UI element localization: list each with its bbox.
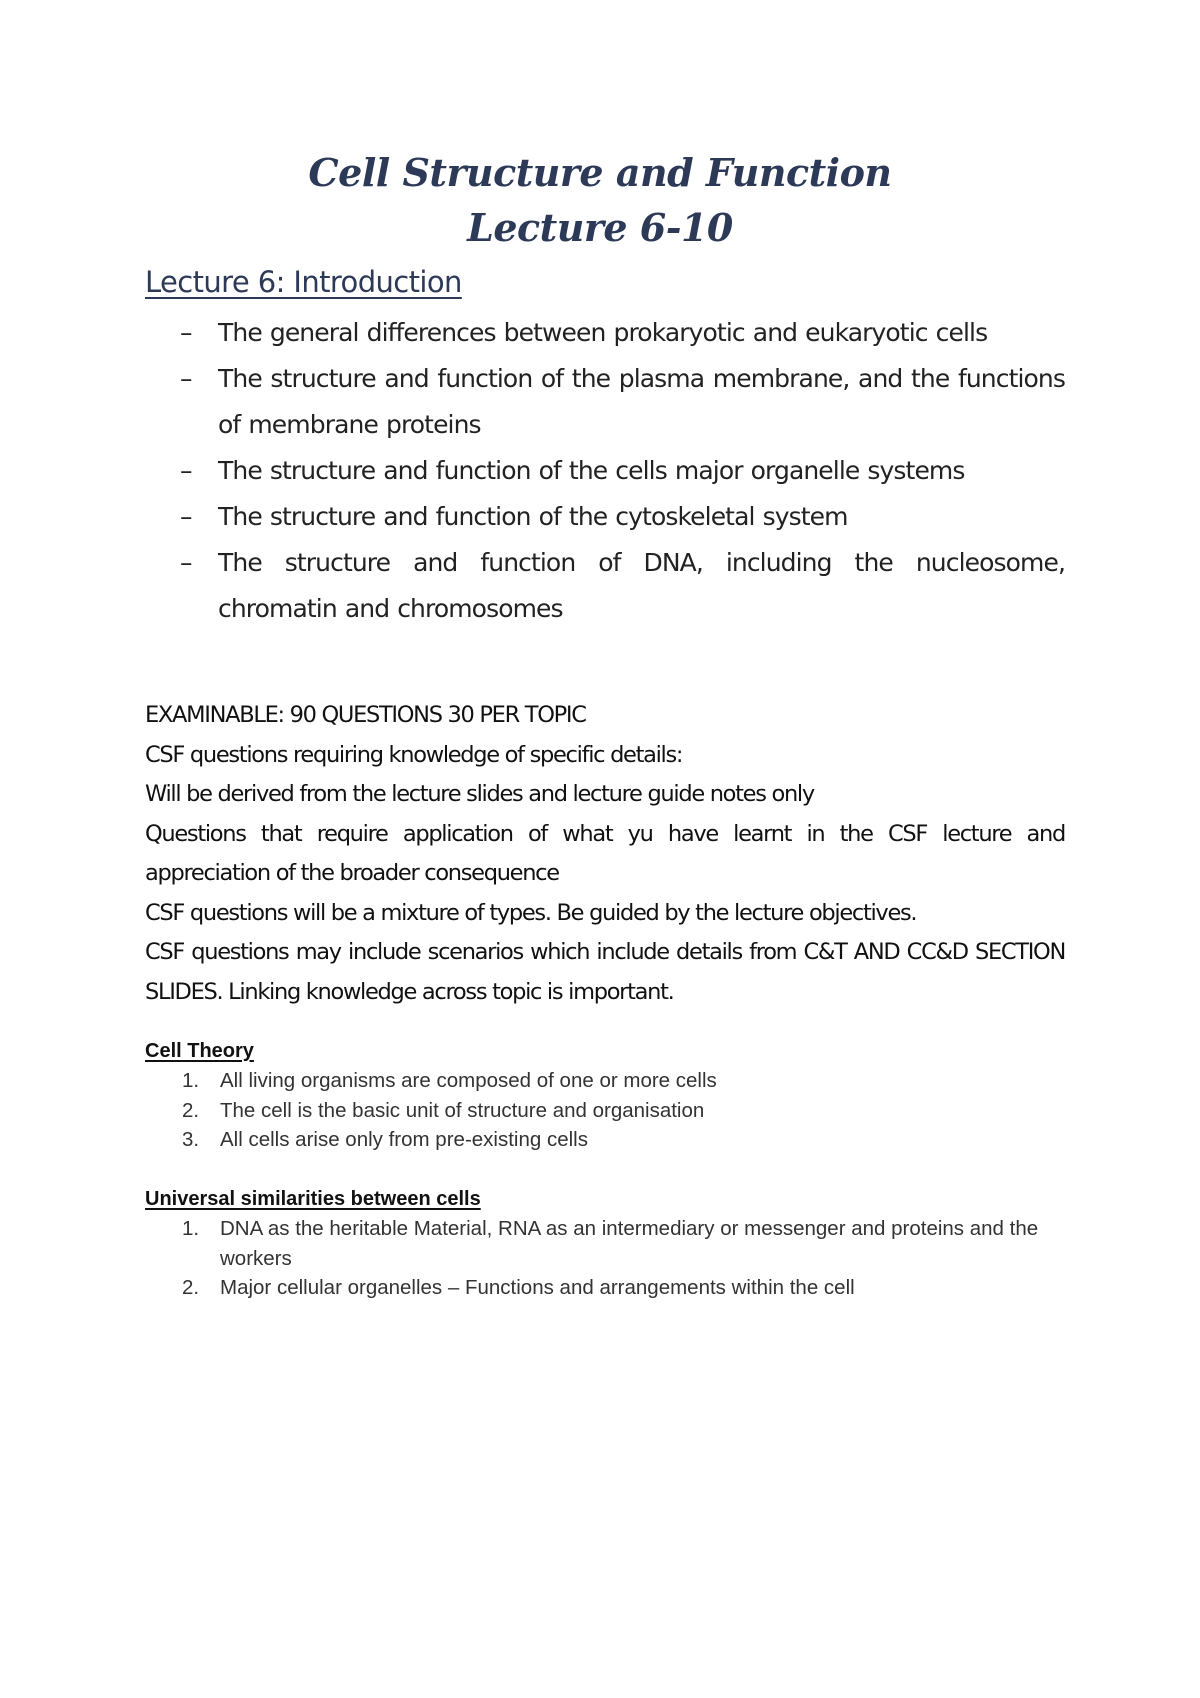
dash-bullet: – xyxy=(180,456,192,485)
objective-text: The structure and function of the plasma membrane, and the functions of membrane proteins xyxy=(218,364,1065,439)
exam-line: CSF questions will be a mixture of types. Be guided by the lecture objectives. xyxy=(145,899,917,926)
lecture-6-heading: Lecture 6: Introduction xyxy=(145,265,462,299)
exam-line: EXAMINABLE: 90 QUESTIONS 30 PER TOPIC xyxy=(145,702,586,728)
objective-item xyxy=(180,356,1065,448)
exam-line: CSF questions may include scenarios which include details from C&T AND CC&D SECTION SLIDES. Linking knowledge across topic is important. xyxy=(145,939,1065,1005)
exam-info-block xyxy=(145,696,1065,1012)
document-subtitle: Lecture 6-10 xyxy=(467,205,733,250)
objective-item xyxy=(180,540,1065,632)
objective-item xyxy=(180,494,1065,540)
dash-bullet: – xyxy=(180,364,192,393)
similarities-list xyxy=(145,1214,1075,1303)
list-item-text: All living organisms are composed of one or more cells xyxy=(220,1069,717,1092)
list-item-text: Major cellular organelles – Functions and arrangements within the cell xyxy=(220,1276,855,1299)
cell-theory-heading: Cell Theory xyxy=(145,1040,254,1062)
objective-text: The structure and function of the cytoskeletal system xyxy=(218,502,848,531)
list-number: 2. xyxy=(182,1276,200,1299)
list-item xyxy=(145,1096,1075,1126)
cell-theory-list xyxy=(145,1066,1075,1155)
objective-text: The structure and function of the cells major organelle systems xyxy=(218,456,965,485)
list-item-text: The cell is the basic unit of structure and organisation xyxy=(220,1098,705,1122)
exam-line: CSF questions requiring knowledge of specific details: xyxy=(145,741,683,768)
similarities-heading: Universal similarities between cells xyxy=(145,1188,481,1210)
objective-item xyxy=(180,448,1065,494)
dash-bullet: – xyxy=(180,502,192,531)
document-title: Cell Structure and Function xyxy=(308,150,892,195)
dash-bullet: – xyxy=(180,548,192,577)
objective-text: The structure and function of DNA, including the nucleosome, chromatin and chromosomes xyxy=(218,548,1065,623)
list-number: 1. xyxy=(182,1217,200,1240)
list-number: 2. xyxy=(182,1098,200,1122)
list-number: 1. xyxy=(182,1069,200,1092)
list-item-text: DNA as the heritable Material, RNA as an intermediary or messenger and proteins and the workers xyxy=(220,1217,1039,1270)
list-item xyxy=(145,1066,1075,1096)
list-item xyxy=(145,1214,1075,1273)
exam-line: Questions that require application of what yu have learnt in the CSF lecture and appreciation of the broader consequence xyxy=(145,820,1065,886)
objective-item xyxy=(180,310,1065,356)
list-item xyxy=(145,1125,1075,1155)
dash-bullet: – xyxy=(180,318,192,347)
objective-text: The general differences between prokaryotic and eukaryotic cells xyxy=(218,318,988,347)
list-item-text: All cells arise only from pre-existing cells xyxy=(220,1128,588,1151)
list-number: 3. xyxy=(182,1128,200,1151)
lecture-6-objectives-list xyxy=(180,310,1065,632)
exam-line: Will be derived from the lecture slides and lecture guide notes only xyxy=(145,781,814,807)
list-item xyxy=(145,1273,1075,1303)
